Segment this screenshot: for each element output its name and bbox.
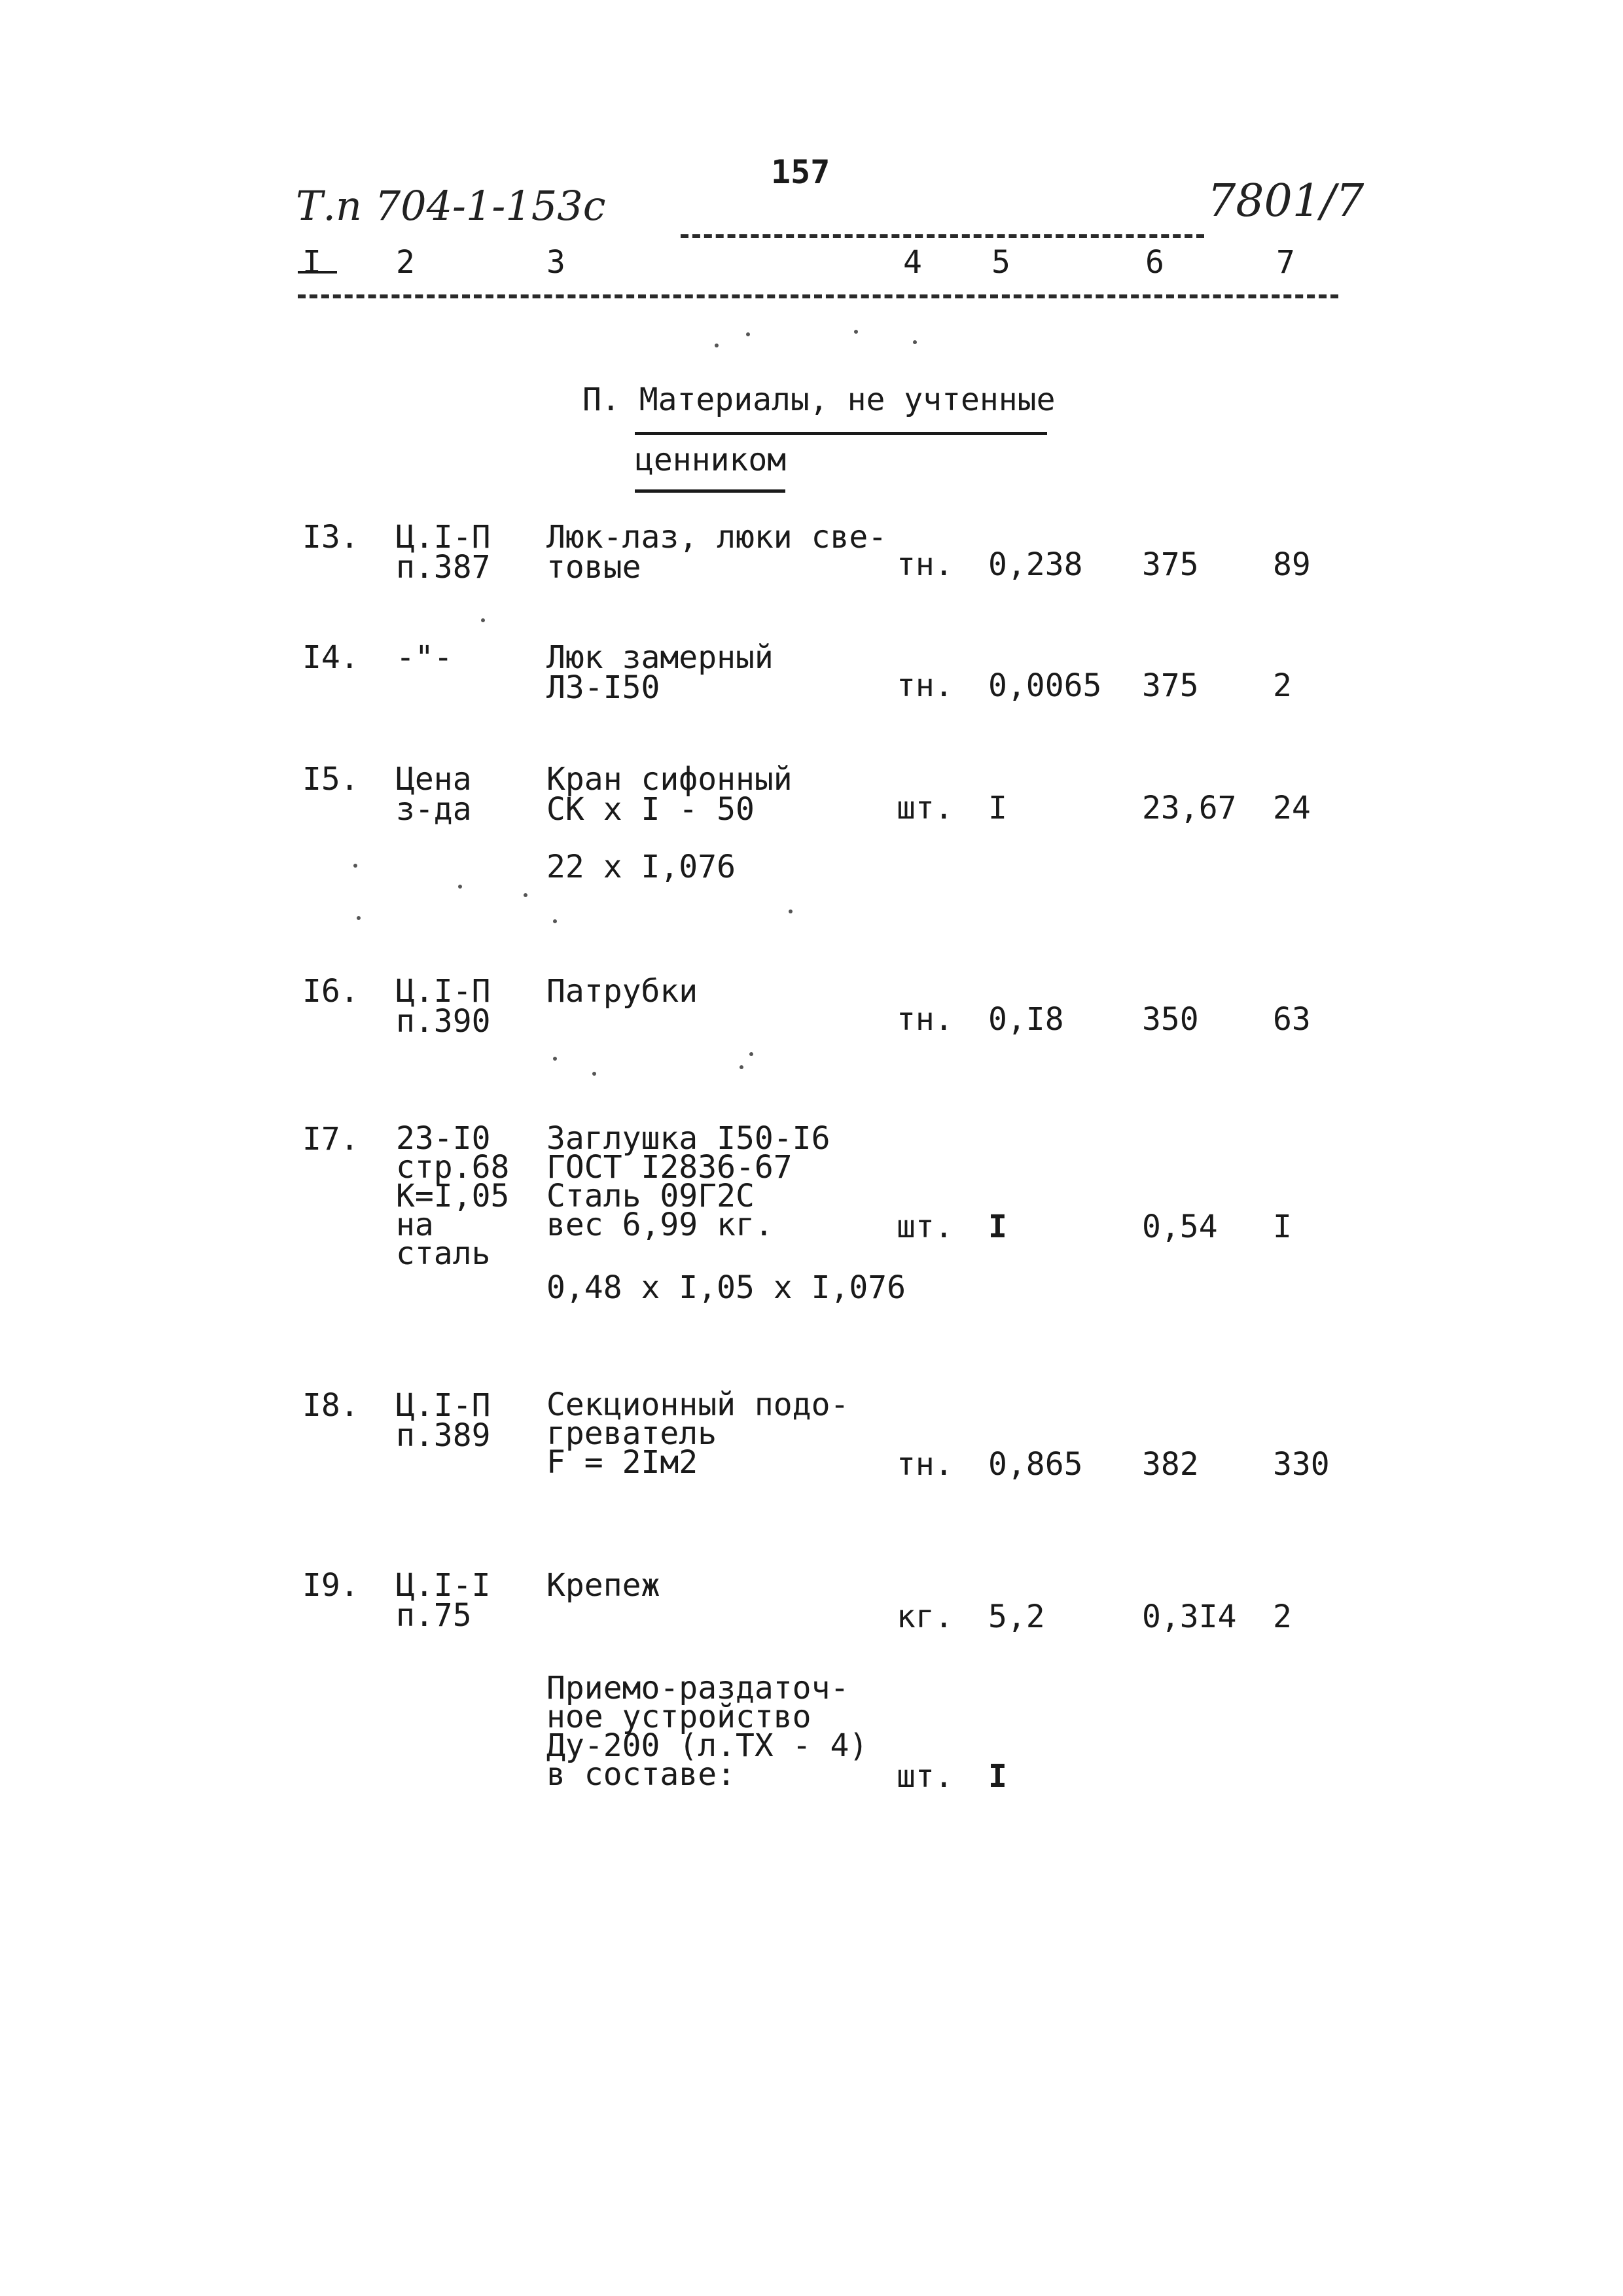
row-price-reference: Ц.I-П п.390 (396, 973, 491, 1040)
row-quantity: 0,0065 (988, 667, 1102, 704)
row-material-name: Заглушка I50-I6 ГОСТ I2836-67 Сталь 09Г2С вес 6,99 кг. (546, 1120, 830, 1243)
section-title-line-1: П. Материалы, не учтенные (582, 381, 1056, 418)
section-title-underline-1 (635, 432, 1047, 435)
row-unit-price: 0,3I4 (1142, 1598, 1237, 1635)
row-quantity: 0,238 (988, 546, 1083, 583)
row-price-reference: Цена з-да (396, 761, 472, 828)
column-number-2: 2 (396, 244, 415, 281)
row-total: 2 (1273, 667, 1292, 704)
scan-speck (715, 344, 719, 347)
row-total: I (1273, 1209, 1292, 1245)
row-unit: шт. (897, 1758, 954, 1795)
column-number-7: 7 (1276, 244, 1295, 281)
section-title-line-2: ценником (635, 442, 787, 478)
row-total: 63 (1273, 1001, 1311, 1038)
scan-speck (789, 910, 793, 913)
row-number: I5. (302, 761, 359, 798)
row-price-reference: -"- (396, 639, 453, 676)
header-dash-line-bottom (298, 294, 1338, 298)
row-material-name: Секционный подо- греватель F = 2Iм2 (546, 1386, 849, 1481)
scan-speck (854, 330, 858, 334)
page-number: 157 (771, 153, 830, 191)
row-quantity: 0,865 (988, 1446, 1083, 1483)
row-unit-price: 375 (1142, 546, 1199, 583)
row-unit: тн. (897, 1446, 954, 1483)
row-calculation: 22 х I,076 (546, 849, 736, 885)
row-unit: тн. (897, 546, 954, 583)
column-number-4: 4 (903, 244, 922, 281)
row-quantity: I (988, 790, 1007, 826)
row-price-reference: Ц.I-I п.75 (396, 1567, 491, 1634)
row-total: 24 (1273, 790, 1311, 826)
scan-speck (524, 893, 527, 897)
row-unit-price: 350 (1142, 1001, 1199, 1038)
row-material-name: Люк замерный ЛЗ-I50 (546, 639, 774, 706)
row-unit-price: 0,54 (1142, 1209, 1218, 1245)
row-number: I6. (302, 973, 359, 1010)
row-material-name: Крепеж (546, 1567, 660, 1604)
row-unit-price: 382 (1142, 1446, 1199, 1483)
row-number: I3. (302, 519, 359, 556)
row-quantity: 5,2 (988, 1598, 1045, 1635)
row-unit-price: 375 (1142, 667, 1199, 704)
document-code-left: Т.п 704-1-153с (296, 182, 606, 230)
scan-speck (553, 1057, 557, 1061)
row-price-reference: Ц.I-П п.387 (396, 519, 491, 586)
row-material-name: Люк-лаз, люки све- товые (546, 519, 887, 586)
header-dash-line-top (681, 234, 1204, 238)
row-unit: тн. (897, 667, 954, 704)
scan-speck (746, 332, 750, 336)
column-1-underline (298, 271, 337, 274)
scan-speck (458, 885, 462, 889)
column-number-5: 5 (991, 244, 1010, 281)
row-price-reference: Ц.I-П п.389 (396, 1387, 491, 1454)
scan-speck (740, 1065, 743, 1069)
column-number-6: 6 (1145, 244, 1164, 281)
scan-speck (913, 340, 917, 344)
row-material-name: Приемо-раздаточ- ное устройство Ду-200 (л.ТХ - 4) в составе: (546, 1670, 868, 1793)
row-total: 89 (1273, 546, 1311, 583)
section-title-underline-2 (635, 489, 785, 493)
row-unit: тн. (897, 1001, 954, 1038)
row-unit-price: 23,67 (1142, 790, 1237, 826)
document-code-right: 7801/7 (1207, 175, 1364, 227)
scan-speck (357, 916, 361, 920)
row-quantity: 0,I8 (988, 1001, 1064, 1038)
scan-speck (553, 919, 557, 923)
row-quantity: I (988, 1758, 1007, 1795)
row-unit: кг. (897, 1598, 954, 1635)
row-total: 330 (1273, 1446, 1330, 1483)
row-price-reference: 23-I0 стр.68 К=I,05 на сталь (396, 1120, 510, 1272)
scan-speck (481, 618, 485, 622)
scan-speck (592, 1072, 596, 1076)
row-number: I4. (302, 639, 359, 676)
column-number-3: 3 (546, 244, 565, 281)
row-calculation: 0,48 х I,05 х I,076 (546, 1269, 906, 1306)
row-number: I9. (302, 1567, 359, 1604)
column-number-1: I (302, 244, 321, 281)
row-total: 2 (1273, 1598, 1292, 1635)
row-number: I7. (302, 1121, 359, 1157)
row-material-name: Патрубки (546, 973, 698, 1010)
row-material-name: Кран сифонный СК х I - 50 (546, 761, 793, 828)
row-number: I8. (302, 1387, 359, 1424)
row-quantity: I (988, 1209, 1007, 1245)
scan-speck (353, 864, 357, 868)
row-unit: шт. (897, 1209, 954, 1245)
row-unit: шт. (897, 790, 954, 826)
scan-speck (749, 1052, 753, 1056)
